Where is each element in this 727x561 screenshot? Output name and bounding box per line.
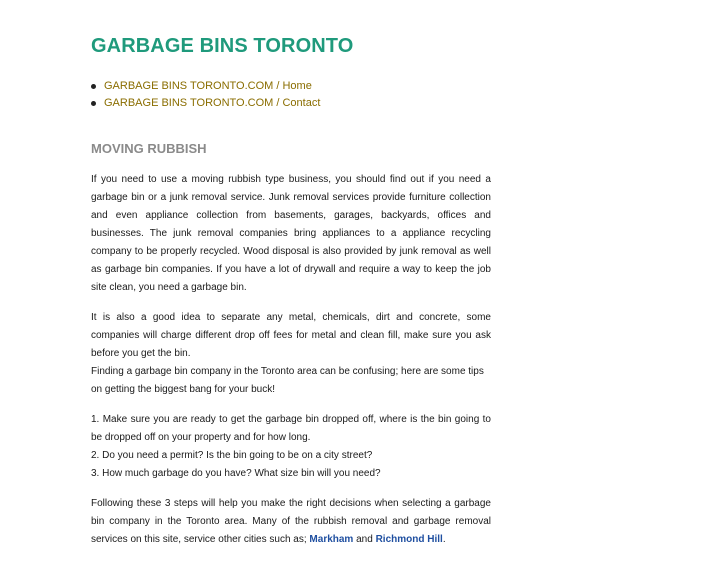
post-title: MOVING RUBBISH (91, 141, 207, 156)
paragraph-separate-text: It is also a good idea to separate any metal, chemicals, dirt and concrete, some companies will charge different drop off fees for metal and clean fill, make sure you ask before you get the bin. (91, 312, 491, 359)
step-2: 2. Do you need a permit? Is the bin going to be on a city street? (91, 450, 373, 461)
bullet-icon (91, 84, 96, 89)
paragraph-tips-text: Finding a garbage bin company in the Toronto area can be confusing; here are some tips on getting the biggest bang for your buck! (91, 366, 484, 395)
paragraph-closing-text: Following these 3 steps will help you make the right decisions when selecting a garbage bin company in the Toronto area. Many of the rubbish removal and garbage removal services on this site, service other cities such as; (91, 498, 491, 545)
nav-link-contact[interactable]: GARBAGE BINS TORONTO.COM / Contact (104, 97, 321, 109)
bullet-icon (91, 101, 96, 106)
period-text: . (442, 534, 446, 545)
nav-link-home[interactable]: GARBAGE BINS TORONTO.COM / Home (104, 80, 312, 92)
post-content (91, 141, 491, 561)
site-title (91, 35, 353, 58)
paragraph-intro: If you need to use a moving rubbish type business, you should find out if you need a garbage bin or a junk removal service. Junk removal services provide furniture collection and even appliance collection from basements, garages, backyards, offices and businesses. The junk removal companies bring appliances to a appliance recycling company to be properly recycled. Wood disposal is also provided by junk removal as well as garbage bin companies. If you have a lot of drywall and require a way to keep the job site clean, you need a garbage bin. (91, 174, 491, 293)
paragraph-separate (91, 309, 491, 399)
link-richmond-hill[interactable]: Richmond Hill (375, 534, 443, 545)
link-markham[interactable]: Markham (309, 534, 354, 545)
step-3: 3. How much garbage do you have? What size bin will you need? (91, 468, 381, 479)
and-text: and (356, 534, 373, 545)
steps-list (91, 411, 491, 483)
step-1: 1. Make sure you are ready to get the garbage bin dropped off, where is the bin going to be dropped off on your property and for how long. (91, 414, 491, 443)
nav-item-contact (91, 95, 320, 112)
paragraph-closing (91, 495, 491, 549)
site-title-link[interactable]: GARBAGE BINS TORONTO (91, 35, 354, 57)
nav-menu (91, 78, 320, 112)
nav-item-home (91, 78, 320, 95)
